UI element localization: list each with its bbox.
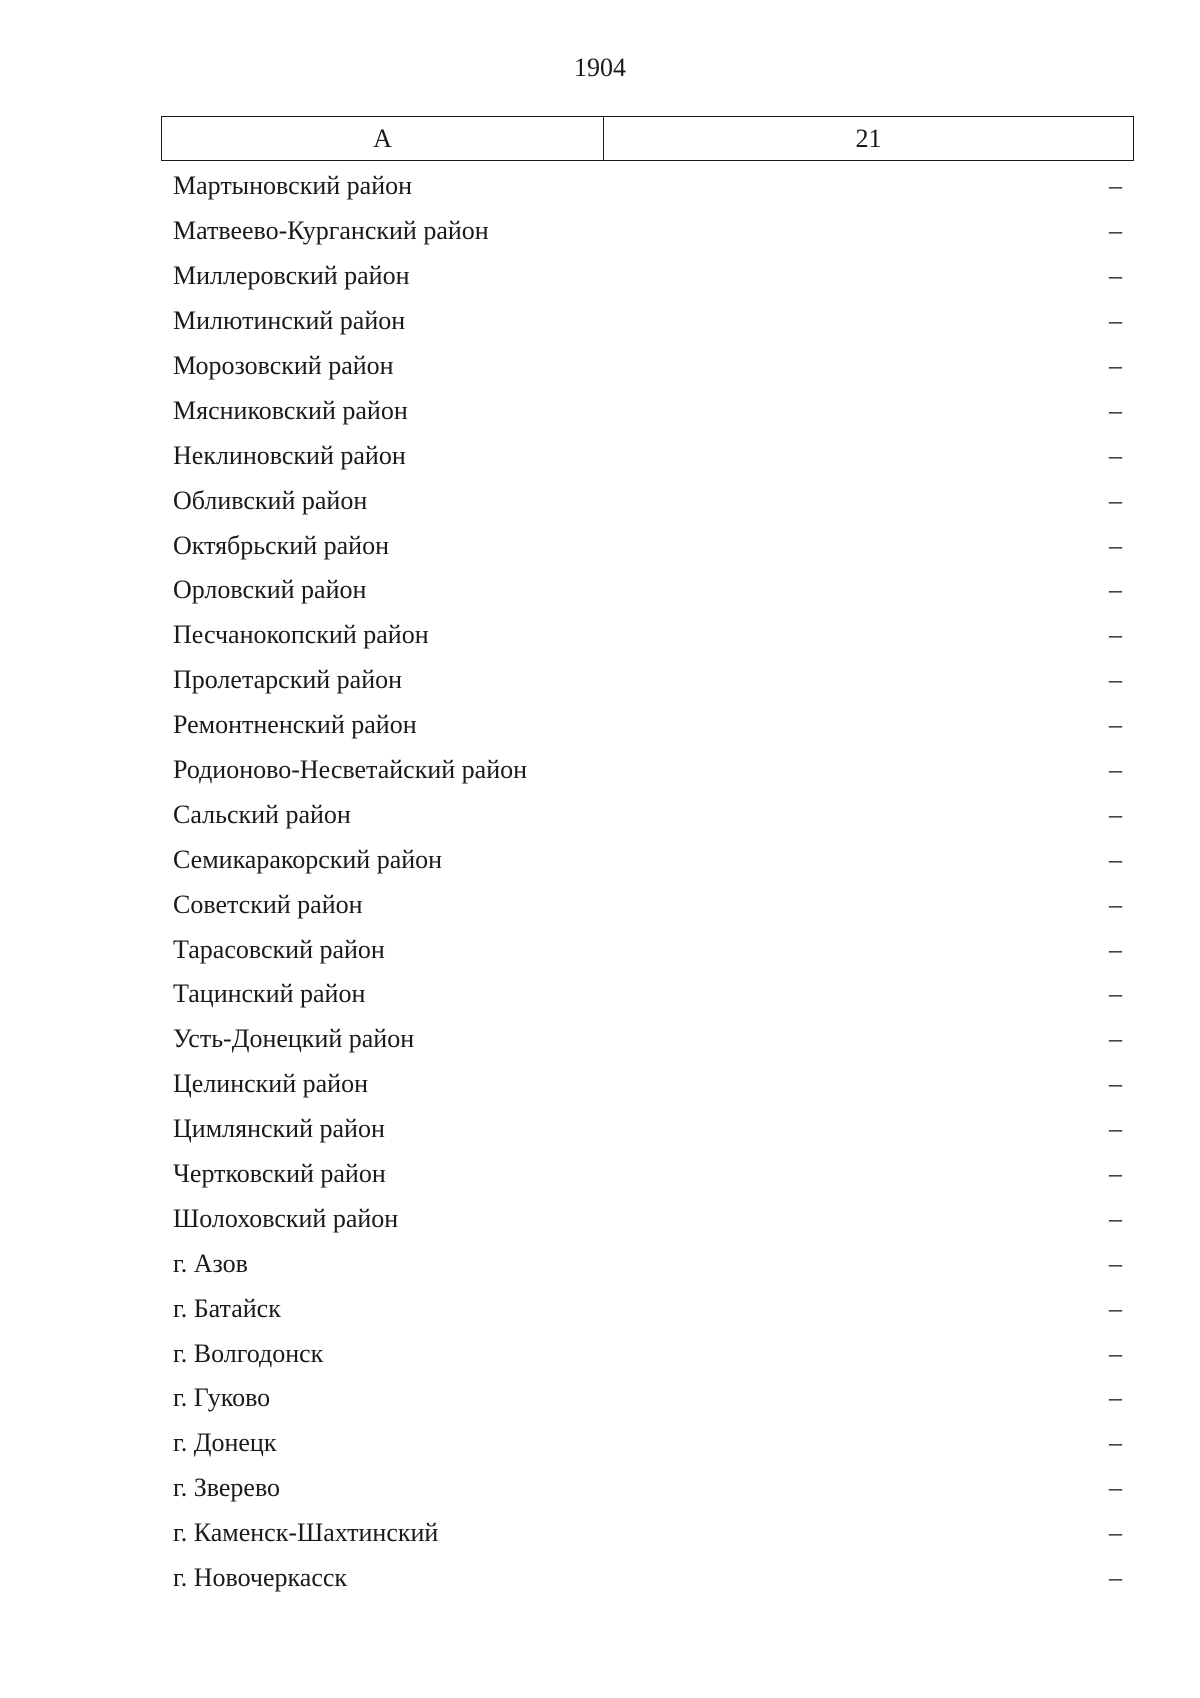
row-name: Обливский район: [173, 485, 368, 515]
row-value: –: [1109, 351, 1122, 380]
table-row: [161, 568, 1134, 613]
row-value: –: [1109, 889, 1122, 919]
table-row: [161, 1466, 1134, 1511]
table-row: [161, 1107, 1134, 1152]
row-value: –: [1109, 575, 1122, 605]
table-header: [161, 116, 1134, 161]
table-row: [161, 1196, 1134, 1241]
row-value: –: [1109, 1293, 1122, 1323]
table-row: [161, 164, 1134, 209]
row-value: –: [1109, 1383, 1122, 1413]
table-row: [161, 1511, 1134, 1556]
row-name: Тацинский район: [173, 979, 366, 1009]
row-name: Советский район: [173, 889, 363, 919]
table-row: [161, 344, 1134, 389]
table-row: [161, 837, 1134, 882]
row-value: –: [1109, 710, 1122, 740]
row-value: –: [1109, 530, 1122, 560]
table-row: [161, 658, 1134, 703]
row-name: Родионово-Несветайский район: [173, 755, 528, 785]
row-value: –: [1109, 979, 1122, 1009]
page-number: 1904: [574, 53, 626, 82]
table-row: [161, 882, 1134, 927]
table-row: [161, 1376, 1134, 1421]
row-value: –: [1109, 440, 1122, 470]
row-value: –: [1109, 665, 1122, 695]
row-name: Матвеево-Курганский район: [173, 216, 489, 246]
column-header-a: А: [162, 117, 604, 160]
table-row: [161, 703, 1134, 748]
table-row: [161, 1331, 1134, 1376]
row-name: Октябрьский район: [173, 530, 389, 560]
row-value: –: [1109, 171, 1122, 201]
table-row: [161, 478, 1134, 523]
row-name: г. Новочеркасск: [173, 1563, 348, 1593]
table-row: [161, 972, 1134, 1017]
table-row: [161, 1556, 1134, 1601]
table-row: [161, 433, 1134, 478]
table-row: [161, 927, 1134, 972]
table-body: [161, 164, 1134, 1601]
table-row: [161, 1286, 1134, 1331]
row-value: –: [1109, 1159, 1122, 1189]
row-value: –: [1109, 1114, 1122, 1144]
row-name: Орловский район: [173, 575, 367, 605]
row-value: –: [1109, 1024, 1122, 1054]
table-row: [161, 523, 1134, 568]
table-row: [161, 1062, 1134, 1107]
table-row: [161, 388, 1134, 433]
row-value: –: [1109, 799, 1122, 829]
row-name: Мясниковский район: [173, 395, 408, 425]
row-name: Целинский район: [173, 1069, 368, 1099]
row-name: Семикаракорский район: [173, 844, 443, 874]
row-name: Ремонтненский район: [173, 710, 417, 740]
row-value: –: [1109, 1338, 1122, 1368]
row-value: –: [1109, 755, 1122, 785]
row-name: г. Азов: [173, 1248, 248, 1278]
row-name: г. Зверево: [173, 1473, 281, 1503]
row-name: Усть-Донецкий район: [173, 1024, 415, 1054]
row-value: –: [1109, 395, 1122, 425]
row-value: –: [1109, 1069, 1122, 1099]
row-name: Неклиновский район: [173, 440, 406, 470]
table-row: [161, 792, 1134, 837]
row-value: –: [1109, 485, 1122, 515]
row-name: г. Каменск-Шахтинский: [173, 1518, 439, 1548]
row-value: –: [1109, 1428, 1122, 1458]
table-row: [161, 1152, 1134, 1197]
table-row: [161, 613, 1134, 658]
row-value: –: [1109, 934, 1122, 964]
row-name: Песчанокопский район: [173, 620, 429, 650]
row-name: г. Донецк: [173, 1428, 277, 1458]
row-name: Морозовский район: [173, 351, 394, 380]
row-name: Чертковский район: [173, 1159, 386, 1189]
table-row: [161, 254, 1134, 299]
row-value: –: [1109, 1473, 1122, 1503]
row-value: –: [1109, 1563, 1122, 1593]
row-value: –: [1109, 1248, 1122, 1278]
row-name: Шолоховский район: [173, 1203, 399, 1233]
table-row: [161, 1017, 1134, 1062]
row-name: Милютинский район: [173, 306, 406, 336]
table-row: [161, 1421, 1134, 1466]
table-row: [161, 299, 1134, 344]
table-row: [161, 748, 1134, 793]
row-name: Мартыновский район: [173, 171, 413, 201]
row-name: Миллеровский район: [173, 261, 410, 291]
row-name: Сальский район: [173, 799, 351, 829]
table-row: [161, 1241, 1134, 1286]
column-header-21: 21: [855, 123, 882, 153]
row-name: г. Батайск: [173, 1293, 281, 1323]
row-name: Пролетарский район: [173, 665, 403, 695]
row-value: –: [1109, 1518, 1122, 1548]
row-value: –: [1109, 306, 1122, 336]
row-name: г. Волгодонск: [173, 1338, 324, 1368]
row-value: –: [1109, 261, 1122, 291]
row-value: –: [1109, 1203, 1122, 1233]
row-value: –: [1109, 216, 1122, 246]
row-name: г. Гуково: [173, 1383, 271, 1413]
row-value: –: [1109, 844, 1122, 874]
table-row: [161, 209, 1134, 254]
row-name: Тарасовский район: [173, 934, 385, 964]
row-value: –: [1109, 620, 1122, 650]
row-name: Цимлянский район: [173, 1114, 385, 1144]
